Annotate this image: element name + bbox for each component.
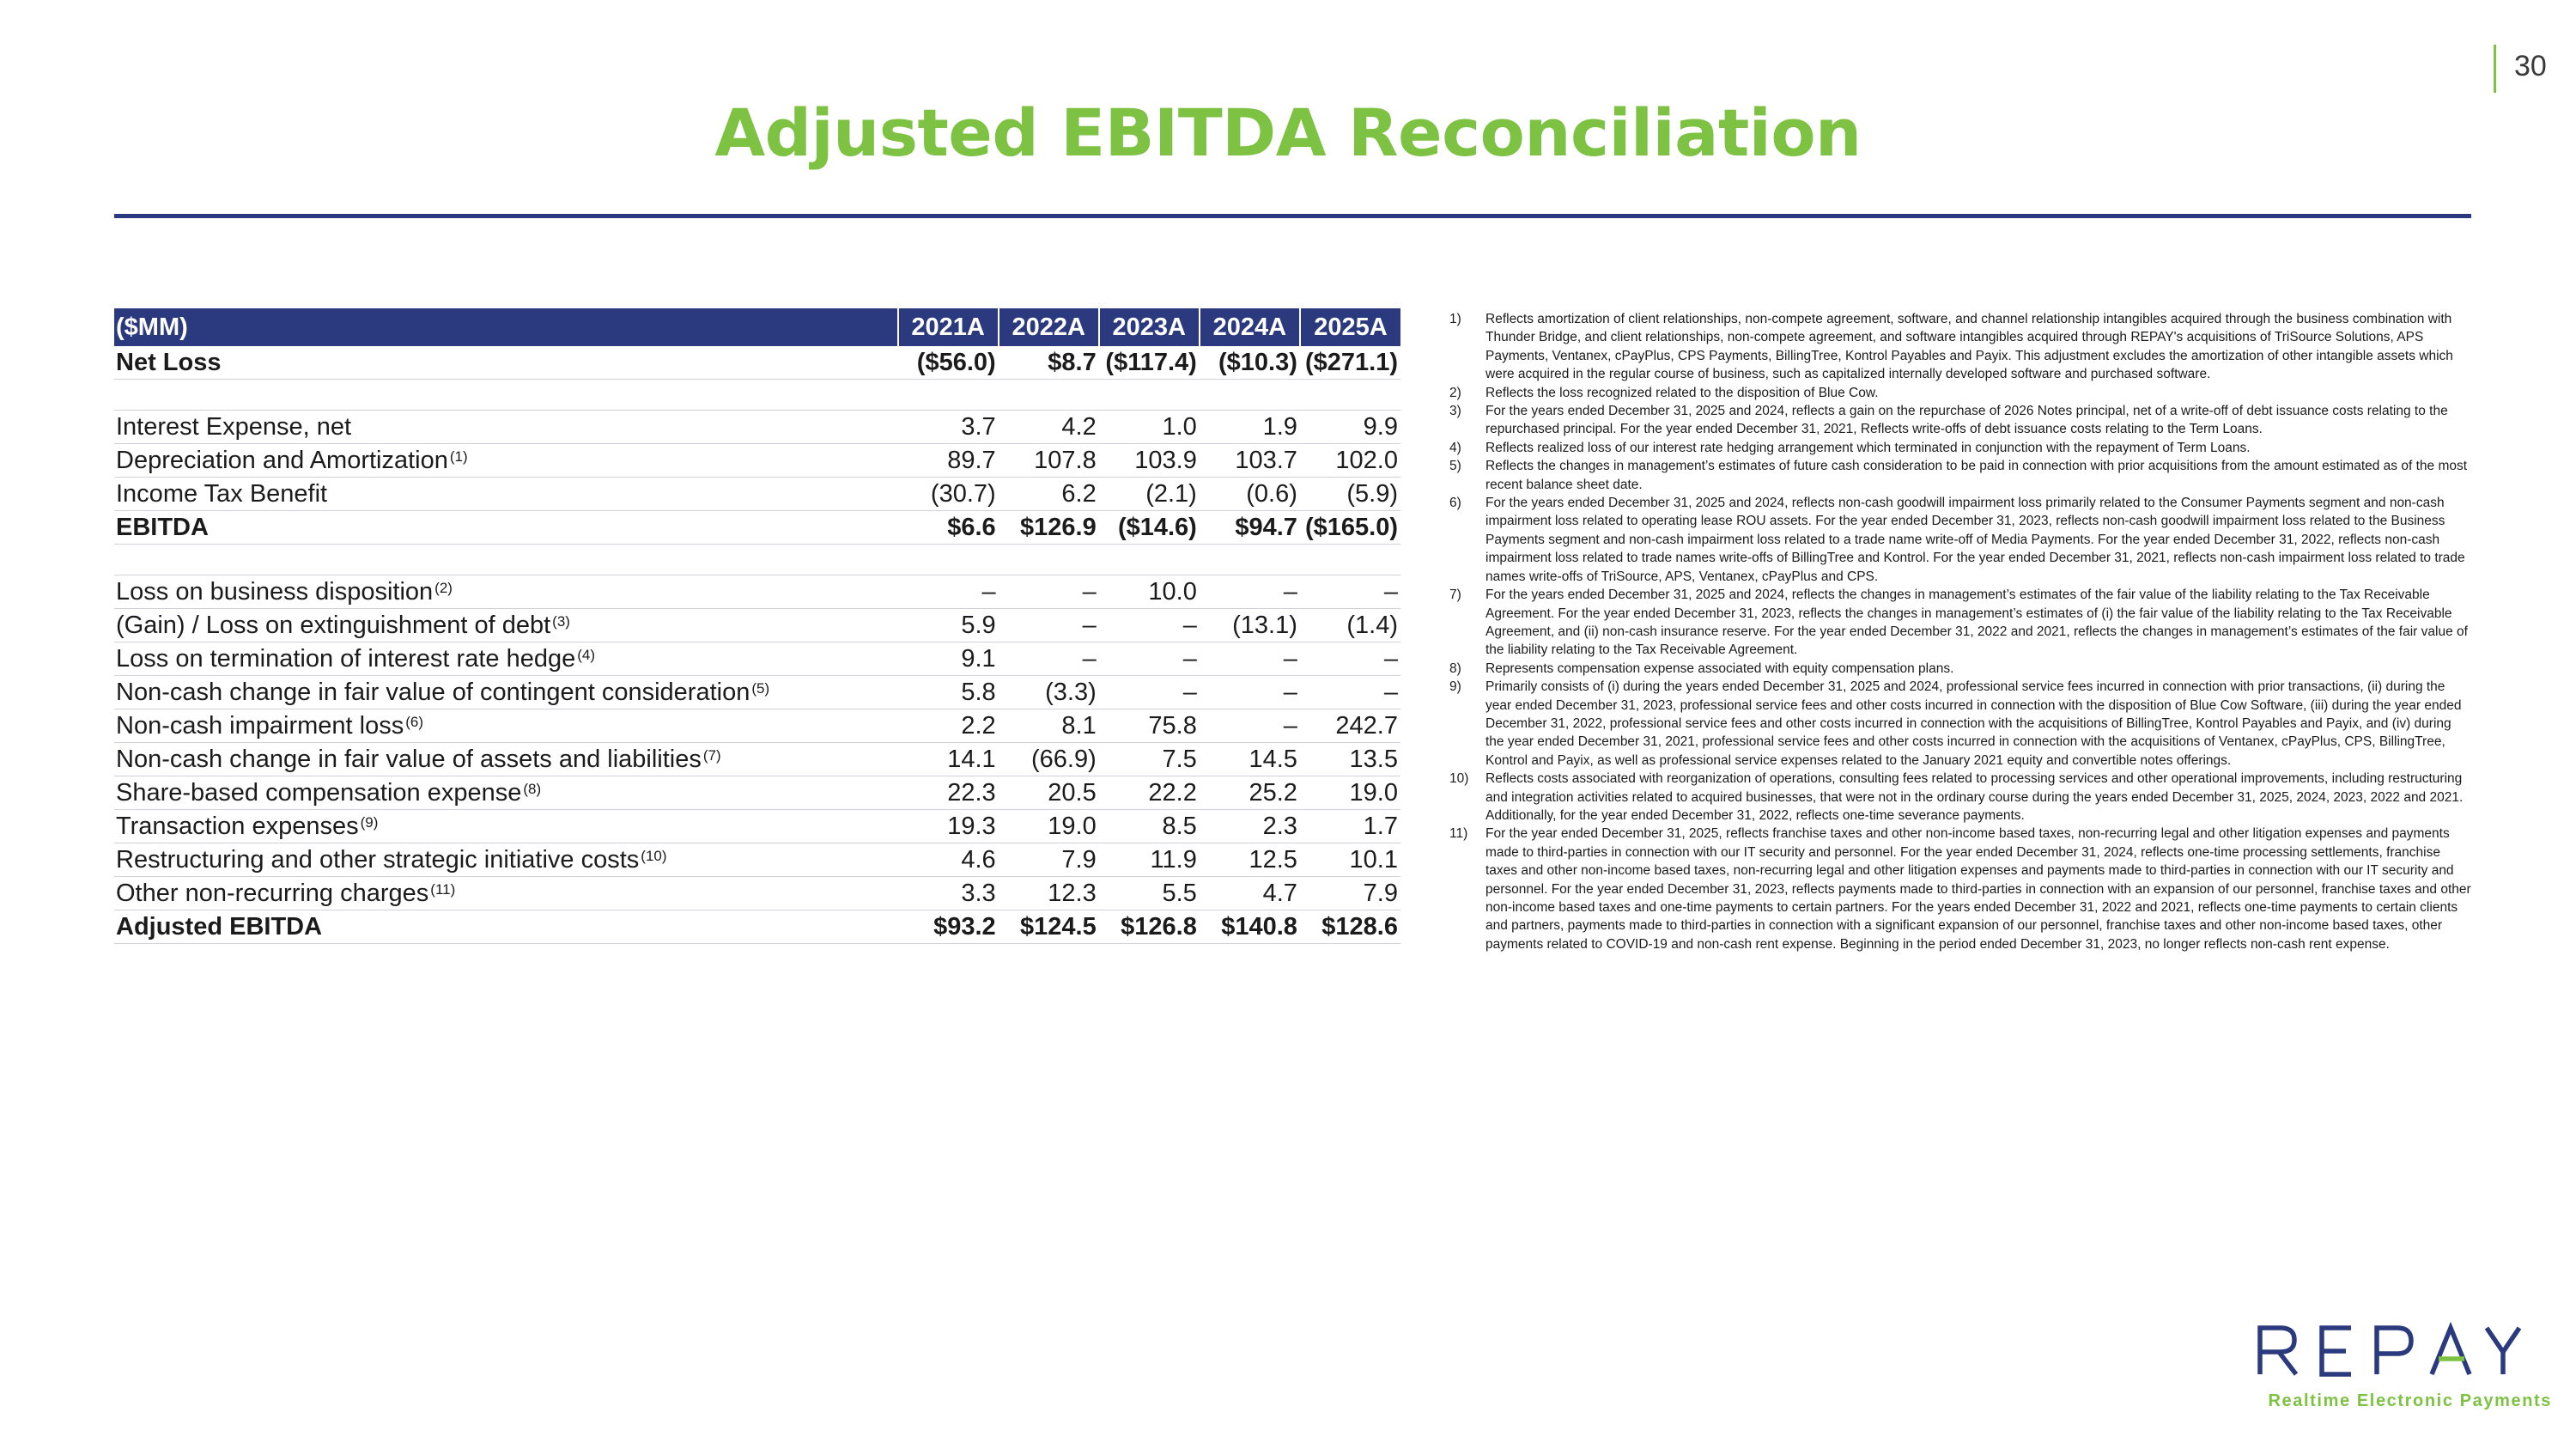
spacer-cell	[898, 380, 999, 411]
value-cell: ($56.0)	[898, 346, 999, 380]
spacer-cell	[999, 545, 1099, 575]
footnote-ref: (10)	[641, 847, 667, 864]
value-cell: 102.0	[1300, 444, 1400, 478]
row-label	[114, 511, 898, 545]
value-cell: (3.3)	[999, 676, 1099, 709]
page-number: 30	[2514, 50, 2547, 82]
column-header-year: 2024A	[1200, 308, 1300, 346]
value-cell: $140.8	[1200, 910, 1300, 944]
value-cell: 4.7	[1200, 877, 1300, 910]
table-row	[114, 877, 1400, 910]
footnote-ref: (3)	[552, 612, 570, 630]
value-cell: 14.1	[898, 743, 999, 776]
spacer-cell	[1099, 545, 1200, 575]
value-cell: 75.8	[1099, 709, 1200, 743]
footnote-number: 11)	[1449, 826, 1468, 842]
value-cell: 2.2	[898, 709, 999, 743]
value-cell: 5.5	[1099, 877, 1200, 910]
footnote-item	[1449, 494, 2473, 586]
footnote-ref: (9)	[360, 813, 379, 831]
value-cell: ($271.1)	[1300, 346, 1400, 380]
footnote-item	[1449, 770, 2473, 825]
footnote-item	[1449, 825, 2473, 953]
value-cell: 89.7	[898, 444, 999, 478]
value-cell: 5.9	[898, 609, 999, 642]
spacer-cell	[114, 380, 898, 411]
row-label	[114, 444, 898, 478]
footnote-text: For the years ended December 31, 2025 and 2024, reflects the changes in management’s estimates of the fair value of the liability relating to the Tax Receivable Agreement. For the year ended December 31, 2023, reflects the changes in management’s estimates of (i) the fair value of the liability relating to the Tax Receivable Agreement, and (ii) non-cash insurance reserve. For the year ended December 31, 2022 and 2021, reflects the changes in management’s estimates of the fair value of the liability relating to the Tax Receivable Agreement.	[1485, 588, 2468, 658]
spacer-cell	[1200, 380, 1300, 411]
footnote-item	[1449, 402, 2473, 439]
footnote-text: Reflects the changes in management’s estimates of future cash consideration to be paid in connection with prior acquisitions from the amount estimated as of the most recent balance sheet date.	[1485, 459, 2468, 492]
column-header-year: 2025A	[1300, 308, 1400, 346]
value-cell: 7.9	[999, 843, 1099, 877]
value-cell: 103.9	[1099, 444, 1200, 478]
value-cell: –	[999, 575, 1099, 609]
value-cell: ($10.3)	[1200, 346, 1300, 380]
value-cell: 19.0	[1300, 776, 1400, 810]
value-cell: 12.3	[999, 877, 1099, 910]
column-header-year: 2022A	[999, 308, 1099, 346]
footnote-text: Represents compensation expense associated with equity compensation plans.	[1485, 661, 1954, 676]
value-cell: 1.7	[1300, 810, 1400, 843]
row-label	[114, 877, 898, 910]
value-cell: 19.0	[999, 810, 1099, 843]
footnote-text: For the year ended December 31, 2025, reflects franchise taxes and other non-income based taxes, non-recurring legal and other litigation expenses and payments made to third-parties in connection with our IT security and personnel. For the year ended December 31, 2024, reflects one-time processing settlements, franchise taxes and other non-income based taxes, non-recurring legal and other litigation expenses and payments made to third-parties in connection with our IT security and personnel. For the year ended December 31, 2023, reflects payments made to third-parties in connection with an expansion of our personnel, franchise taxes and other non-income based taxes and one-time payments to certain partners. For the years ended December 31, 2022 and 2021, reflects one-time payments to certain clients and partners, payments made to third-parties in connection with a significant expansion of our personnel, franchise taxes and other non-income based taxes, other payments related to COVID-19 and non-cash rent expense. Beginning in the period ended December 31, 2023, no longer reflects non-cash rent expense.	[1485, 826, 2471, 952]
row-label-text: Loss on business disposition	[116, 577, 434, 606]
value-cell: –	[1099, 676, 1200, 709]
value-cell: (13.1)	[1200, 609, 1300, 642]
row-label	[114, 843, 898, 877]
value-cell: $6.6	[898, 511, 999, 545]
footnote-number: 2)	[1449, 385, 1461, 400]
brand-tagline: Realtime Electronic Payments	[2268, 1391, 2552, 1410]
row-label-text: Restructuring and other strategic initiative costs	[116, 845, 640, 874]
value-cell: –	[1300, 575, 1400, 609]
table-body	[114, 346, 1400, 944]
footnote-ref: (11)	[430, 880, 456, 898]
value-cell: 8.1	[999, 709, 1099, 743]
table-row	[114, 676, 1400, 709]
row-label-text: Non-cash change in fair value of contingent consideration	[116, 678, 750, 706]
value-cell: –	[1200, 676, 1300, 709]
value-cell: 19.3	[898, 810, 999, 843]
value-cell: $94.7	[1200, 511, 1300, 545]
spacer-cell	[1300, 380, 1400, 411]
footnote-item	[1449, 384, 2473, 402]
footnote-text: Reflects costs associated with reorganization of operations, consulting fees related to processing services and other operational improvements, including restructuring and integration activities related to acquired businesses, that were not in the ordinary course during the years ended December 31, 2025, 2024, 2023, 2022 and 2021. Additionally, for the year ended December 31, 2022, reflects one-time severance payments.	[1485, 771, 2464, 823]
table-header-row	[114, 308, 1400, 346]
value-cell: 4.2	[999, 411, 1099, 444]
table-row	[114, 478, 1400, 511]
footnote-ref: (5)	[751, 679, 770, 697]
table-row	[114, 810, 1400, 843]
column-header-units: ($MM)	[114, 308, 898, 346]
value-cell: 5.8	[898, 676, 999, 709]
value-cell: (1.4)	[1300, 609, 1400, 642]
footnote-ref: (4)	[577, 646, 595, 663]
value-cell: 12.5	[1200, 843, 1300, 877]
footnote-item	[1449, 439, 2473, 457]
table-row	[114, 575, 1400, 609]
value-cell: 7.9	[1300, 877, 1400, 910]
value-cell: ($165.0)	[1300, 511, 1400, 545]
row-label	[114, 910, 898, 944]
row-label-text: Income Tax Benefit	[116, 479, 328, 508]
row-label-text: Non-cash change in fair value of assets and liabilities	[116, 745, 702, 773]
value-cell: 11.9	[1099, 843, 1200, 877]
row-label	[114, 346, 898, 380]
value-cell: $93.2	[898, 910, 999, 944]
footnote-number: 1)	[1449, 312, 1461, 326]
value-cell: 3.3	[898, 877, 999, 910]
value-cell: 10.0	[1099, 575, 1200, 609]
spacer-cell	[999, 380, 1099, 411]
value-cell: $8.7	[999, 346, 1099, 380]
table-row	[114, 609, 1400, 642]
value-cell: (2.1)	[1099, 478, 1200, 511]
spacer-cell	[114, 545, 898, 575]
footnote-text: Reflects realized loss of our interest rate hedging arrangement which terminated in conjunction with the repayment of Term Loans.	[1485, 440, 2251, 455]
footnote-ref: (7)	[702, 746, 721, 764]
row-label-text: Interest Expense, net	[116, 412, 352, 441]
table-row	[114, 776, 1400, 810]
value-cell: 20.5	[999, 776, 1099, 810]
value-cell: ($14.6)	[1099, 511, 1200, 545]
row-label	[114, 642, 898, 676]
value-cell: 22.2	[1099, 776, 1200, 810]
row-label	[114, 676, 898, 709]
footnote-item	[1449, 310, 2473, 384]
value-cell: (5.9)	[1300, 478, 1400, 511]
footnote-ref: (6)	[405, 713, 424, 730]
value-cell: 3.7	[898, 411, 999, 444]
row-label-text: Share-based compensation expense	[116, 778, 522, 807]
column-header-year: 2021A	[898, 308, 999, 346]
value-cell: 7.5	[1099, 743, 1200, 776]
value-cell: 8.5	[1099, 810, 1200, 843]
value-cell: –	[999, 642, 1099, 676]
table-row	[114, 843, 1400, 877]
value-cell: 2.3	[1200, 810, 1300, 843]
column-header-year: 2023A	[1099, 308, 1200, 346]
footnote-number: 8)	[1449, 661, 1461, 676]
footnote-item	[1449, 586, 2473, 660]
footnote-item	[1449, 457, 2473, 494]
value-cell: 22.3	[898, 776, 999, 810]
value-cell: 1.9	[1200, 411, 1300, 444]
spacer-row	[114, 545, 1400, 575]
title-underline	[114, 214, 2471, 218]
value-cell: –	[1300, 676, 1400, 709]
row-label-text: Other non-recurring charges	[116, 879, 429, 907]
table-row	[114, 709, 1400, 743]
footnotes	[1449, 310, 2473, 953]
value-cell: 103.7	[1200, 444, 1300, 478]
table-row	[114, 910, 1400, 944]
value-cell: 1.0	[1099, 411, 1200, 444]
value-cell: (30.7)	[898, 478, 999, 511]
value-cell: –	[1200, 709, 1300, 743]
value-cell: –	[1300, 642, 1400, 676]
value-cell: 14.5	[1200, 743, 1300, 776]
value-cell: ($117.4)	[1099, 346, 1200, 380]
spacer-cell	[1200, 545, 1300, 575]
row-label-text: (Gain) / Loss on extinguishment of debt	[116, 611, 551, 639]
value-cell: 10.1	[1300, 843, 1400, 877]
footnote-number: 10)	[1449, 771, 1469, 787]
page-title: Adjusted EBITDA Reconciliation	[714, 94, 1862, 171]
row-label	[114, 478, 898, 511]
repay-logo	[2255, 1319, 2521, 1383]
spacer-cell	[898, 545, 999, 575]
value-cell: $126.9	[999, 511, 1099, 545]
footnote-number: 5)	[1449, 459, 1461, 474]
table-row	[114, 411, 1400, 444]
value-cell: 242.7	[1300, 709, 1400, 743]
table-row	[114, 444, 1400, 478]
footnote-text: Reflects amortization of client relationships, non-compete agreement, software, and channel relationship intangibles acquired through the business combination with Thunder Bridge, and client relationships, non-compete agreement, and software intangibles acquired through REPAY's acquisitions of TriSource Solutions, APS Payments, Ventanex, cPayPlus, CPS Payments, BillingTree, Kontrol Payables and Payix. This adjustment excludes the amortization of other intangible assets which were acquired in the regular course of business, such as capitalized internally developed software and purchased software.	[1485, 312, 2453, 382]
footnote-item	[1449, 678, 2473, 770]
ebitda-reconciliation-table	[114, 308, 1400, 944]
row-label-text: Adjusted EBITDA	[116, 912, 323, 941]
page-number-divider	[2494, 45, 2496, 93]
footnote-number: 4)	[1449, 440, 1461, 455]
value-cell: (0.6)	[1200, 478, 1300, 511]
footnote-number: 3)	[1449, 404, 1461, 419]
footnote-number: 9)	[1449, 679, 1461, 695]
value-cell: 9.1	[898, 642, 999, 676]
row-label	[114, 776, 898, 810]
table-row	[114, 642, 1400, 676]
row-label-text: Loss on termination of interest rate hedge	[116, 644, 576, 673]
footnote-ref: (2)	[434, 579, 453, 596]
spacer-row	[114, 380, 1400, 411]
value-cell: –	[1200, 575, 1300, 609]
spacer-cell	[1300, 545, 1400, 575]
value-cell: –	[898, 575, 999, 609]
value-cell: 9.9	[1300, 411, 1400, 444]
table-row	[114, 346, 1400, 380]
footnote-number: 6)	[1449, 496, 1461, 511]
value-cell: $126.8	[1099, 910, 1200, 944]
footnote-item	[1449, 660, 2473, 678]
row-label-text: Net Loss	[116, 348, 222, 376]
value-cell: 25.2	[1200, 776, 1300, 810]
table-row	[114, 511, 1400, 545]
row-label	[114, 709, 898, 743]
footnote-ref: (8)	[523, 780, 542, 797]
value-cell: –	[999, 609, 1099, 642]
row-label	[114, 575, 898, 609]
row-label	[114, 810, 898, 843]
value-cell: 13.5	[1300, 743, 1400, 776]
value-cell: 107.8	[999, 444, 1099, 478]
footnote-number: 7)	[1449, 588, 1461, 603]
footnote-text: For the years ended December 31, 2025 and 2024, reflects a gain on the repurchase of 2026 Notes principal, net of a write-off of debt issuance costs relating to the repurchased principal. For the year ended December 31, 2021, Reflects write-offs of debt issuance costs relating to the Term Loans.	[1485, 404, 2448, 437]
footnote-text: For the years ended December 31, 2025 and 2024, reflects non-cash goodwill impairment loss primarily related to the Consumer Payments segment and non-cash impairment loss related to operating lease ROU assets. For the year ended December 31, 2023, reflects non-cash goodwill impairment loss related to the Business Payments segment and non-cash impairment loss related to a trade name write-off of Media Payments. For the year ended December 31, 2022, reflects non-cash impairment loss related to trade names write-offs of BillingTree and Kontrol. For the year ended December 31, 2021, reflects non-cash impairment loss related to trade names write-offs of TriSource, APS, Ventanex, cPayPlus and CPS.	[1485, 496, 2465, 584]
footnote-ref: (1)	[449, 447, 468, 465]
row-label-text: Transaction expenses	[116, 812, 359, 840]
row-label	[114, 609, 898, 642]
value-cell: –	[1200, 642, 1300, 676]
row-label-text: Non-cash impairment loss	[116, 711, 404, 740]
row-label-text: Depreciation and Amortization	[116, 446, 448, 474]
row-label-text: EBITDA	[116, 513, 209, 541]
value-cell: –	[1099, 609, 1200, 642]
table-row	[114, 743, 1400, 776]
value-cell: $124.5	[999, 910, 1099, 944]
row-label	[114, 411, 898, 444]
row-label	[114, 743, 898, 776]
value-cell: $128.6	[1300, 910, 1400, 944]
value-cell: 4.6	[898, 843, 999, 877]
spacer-cell	[1099, 380, 1200, 411]
value-cell: –	[1099, 642, 1200, 676]
footnote-text: Reflects the loss recognized related to the disposition of Blue Cow.	[1485, 385, 1879, 400]
value-cell: (66.9)	[999, 743, 1099, 776]
footnote-text: Primarily consists of (i) during the years ended December 31, 2025 and 2024, professional service fees incurred in connection with prior transactions, (ii) during the year ended December 31, 2023, professional service fees and other costs incurred in connection with the disposition of Blue Cow Software, (iii) during the year ended December 31, 2022, professional service fees and other costs incurred in connection with the acquisitions of BillingTree, Kontrol Payables and Payix, and (iv) during the year ended December 31, 2021, professional service fees and other costs incurred in connection with the acquisitions of Ventanex, cPayPlus, CPS, BillingTree, Kontrol and Payix, as well as professional service expenses related to the January 2021 equity and convertible notes offerings.	[1485, 679, 2462, 768]
value-cell: 6.2	[999, 478, 1099, 511]
